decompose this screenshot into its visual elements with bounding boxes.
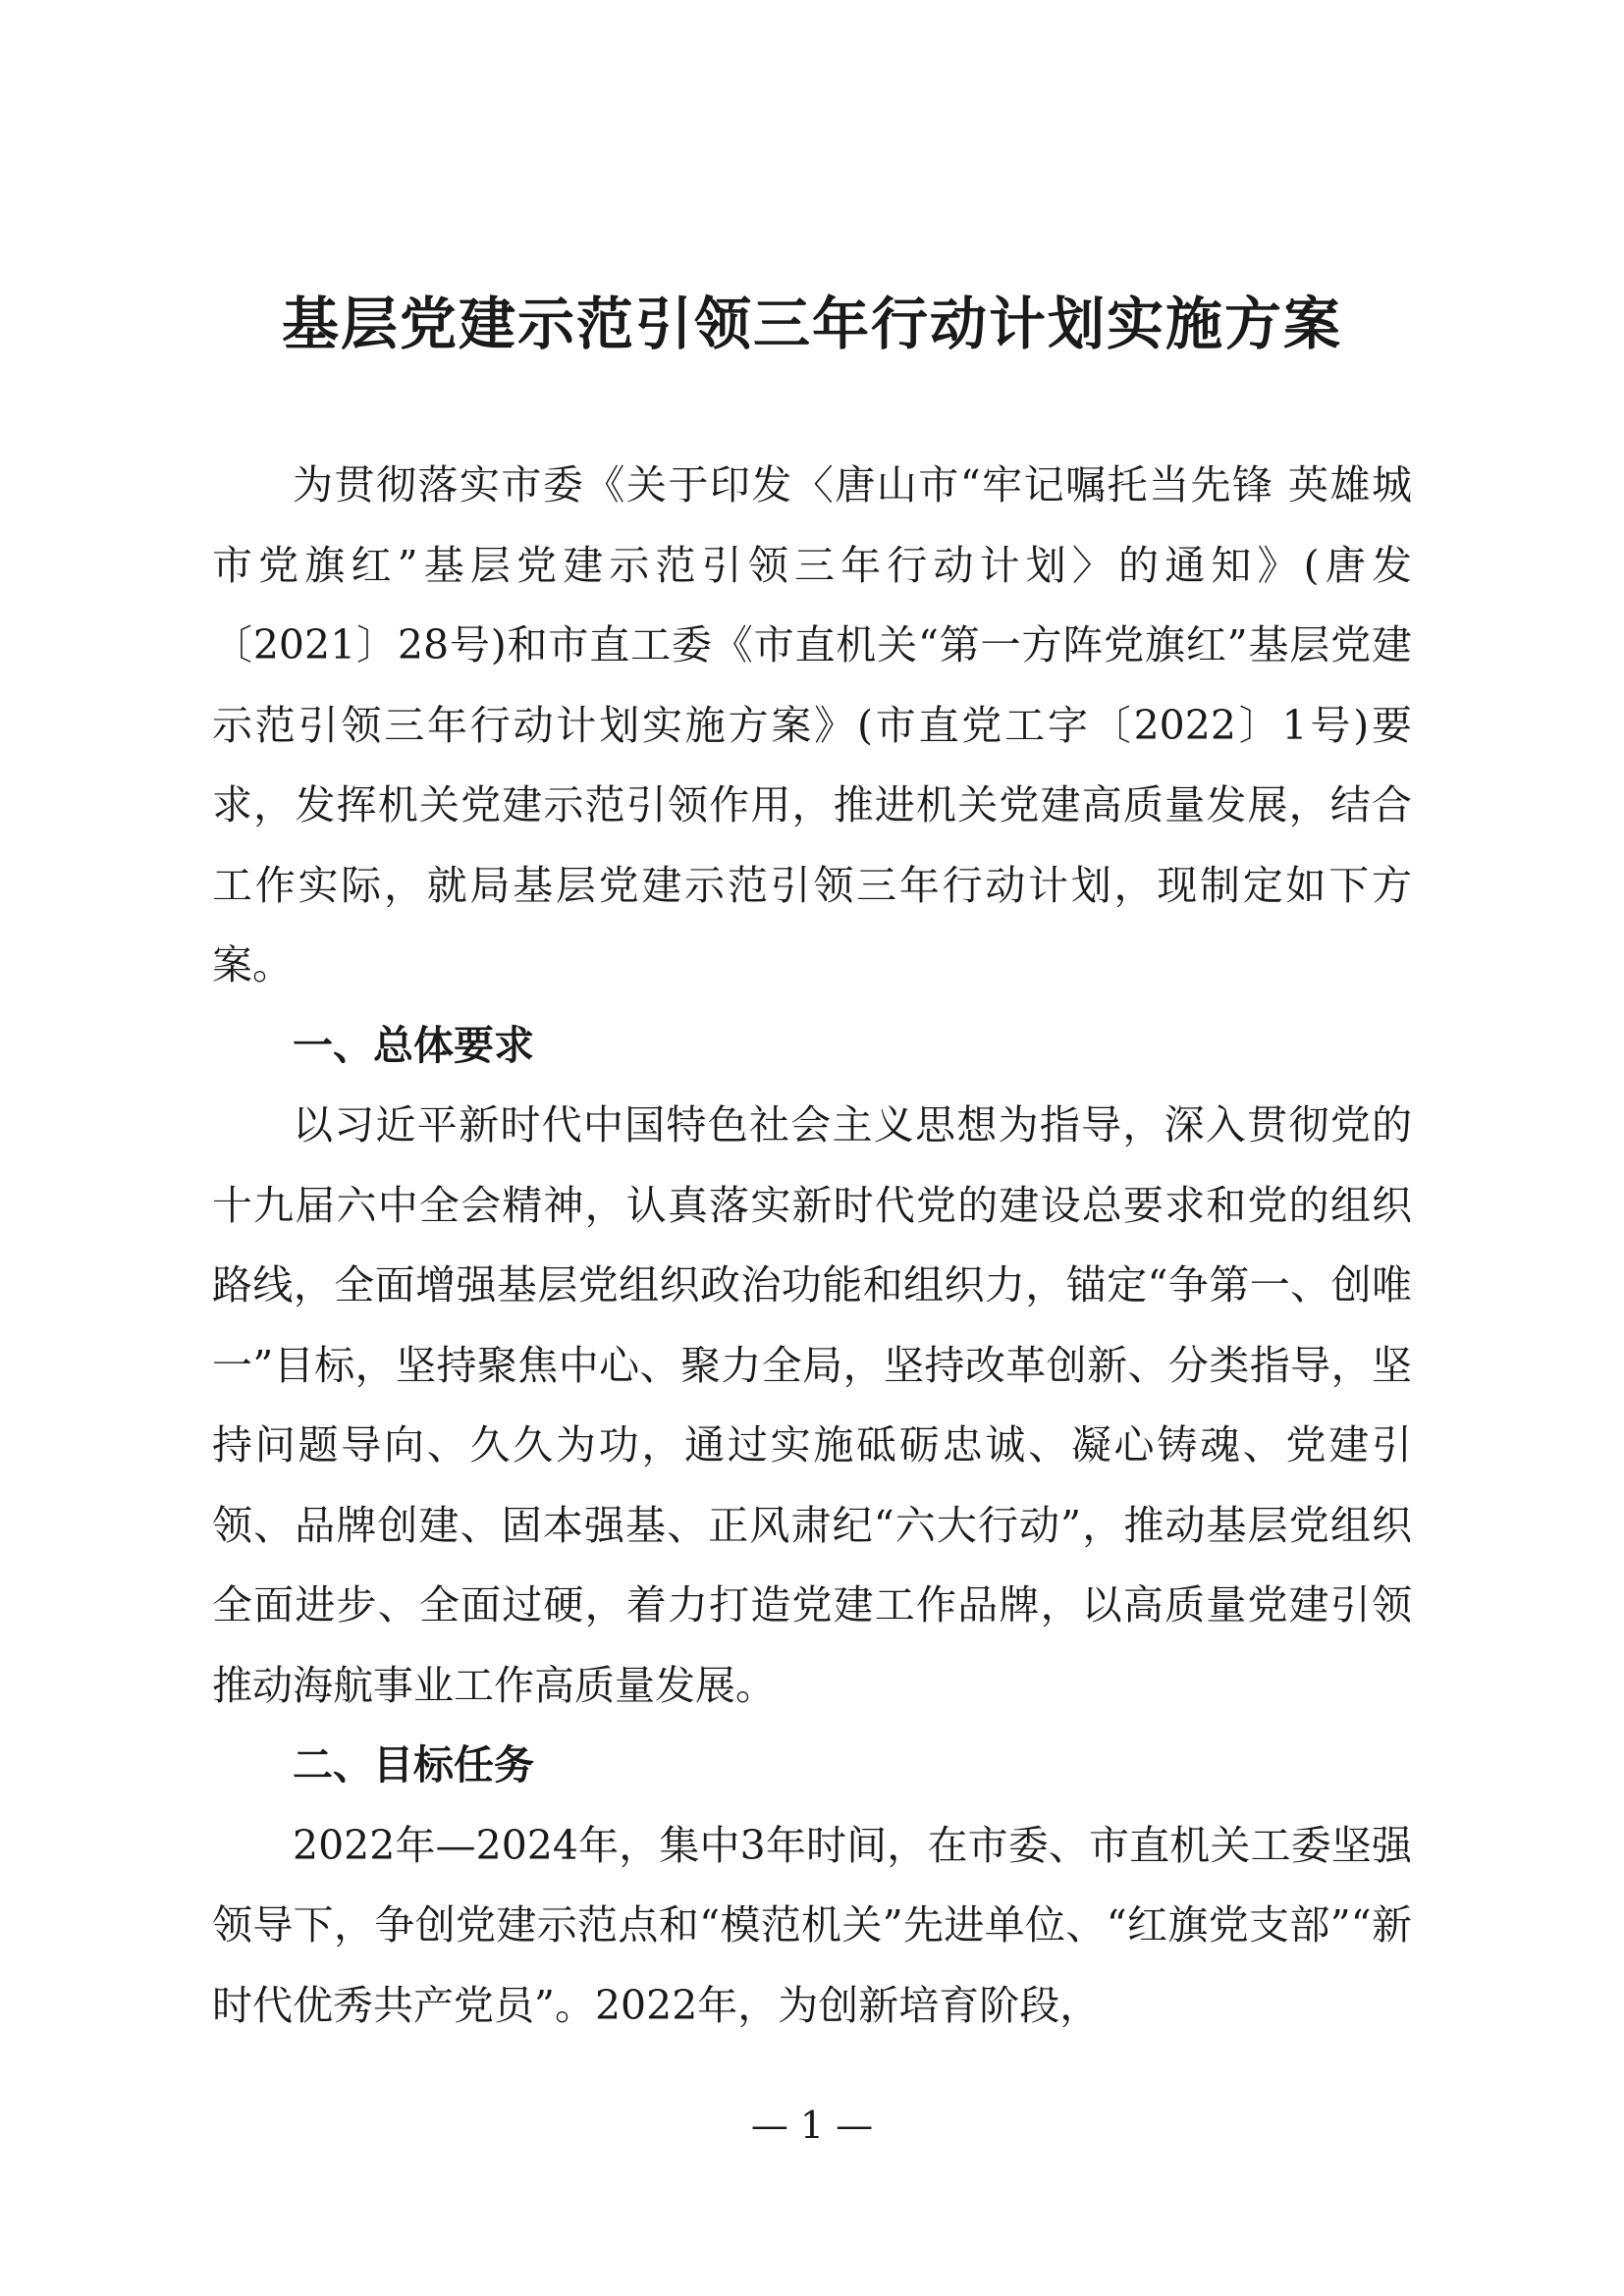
page-number: — 1 — bbox=[750, 2104, 874, 2147]
intro-paragraph: 为贯彻落实市委《关于印发〈唐山市“牢记嘱托当先锋 英雄城市党旗红”基层党建示范引领三年行动计划〉的通知》(唐发〔2021〕28号)和市直工委《市直机关“第一方阵党旗红”基层党建示范引领三年行动计划实施方案》(市直党工字〔2022〕1号)要求，发挥机关党建示范引领作用，推进机关党建高质量发展，结合工作实际，就局基层党建示范引领三年行动计划，现制定如下方案。 bbox=[212, 461, 1412, 988]
section-heading-goals-tasks: 二、目标任务 bbox=[293, 1741, 534, 1789]
document-title: 基层党建示范引领三年行动计划实施方案 bbox=[281, 291, 1342, 357]
section-heading-general-requirements: 一、总体要求 bbox=[293, 1021, 534, 1069]
section-paragraph-general-requirements: 以习近平新时代中国特色社会主义思想为指导，深入贯彻党的十九届六中全会精神，认真落实新时代党的建设总要求和党的组织路线，全面增强基层党组织政治功能和组织力，锚定“争第一、创唯一”目标，坚持聚焦中心、聚力全局，坚持改革创新、分类指导，坚持问题导向、久久为功，通过实施砥砺忠诚、凝心铸魂、党建引领、品牌创建、固本强基、正风肃纪“六大行动”，推动基层党组织全面进步、全面过硬，着力打造党建工作品牌，以高质量党建引领推动海航事业工作高质量发展。 bbox=[212, 1101, 1412, 1709]
document-body bbox=[212, 446, 1412, 2046]
section-paragraph-goals-tasks: 2022年—2024年，集中3年时间，在市委、市直机关工委坚强领导下，争创党建示范点和“模范机关”先进单位、“红旗党支部”“新时代优秀共产党员”。2022年，为创新培育阶段， bbox=[212, 1821, 1412, 2029]
